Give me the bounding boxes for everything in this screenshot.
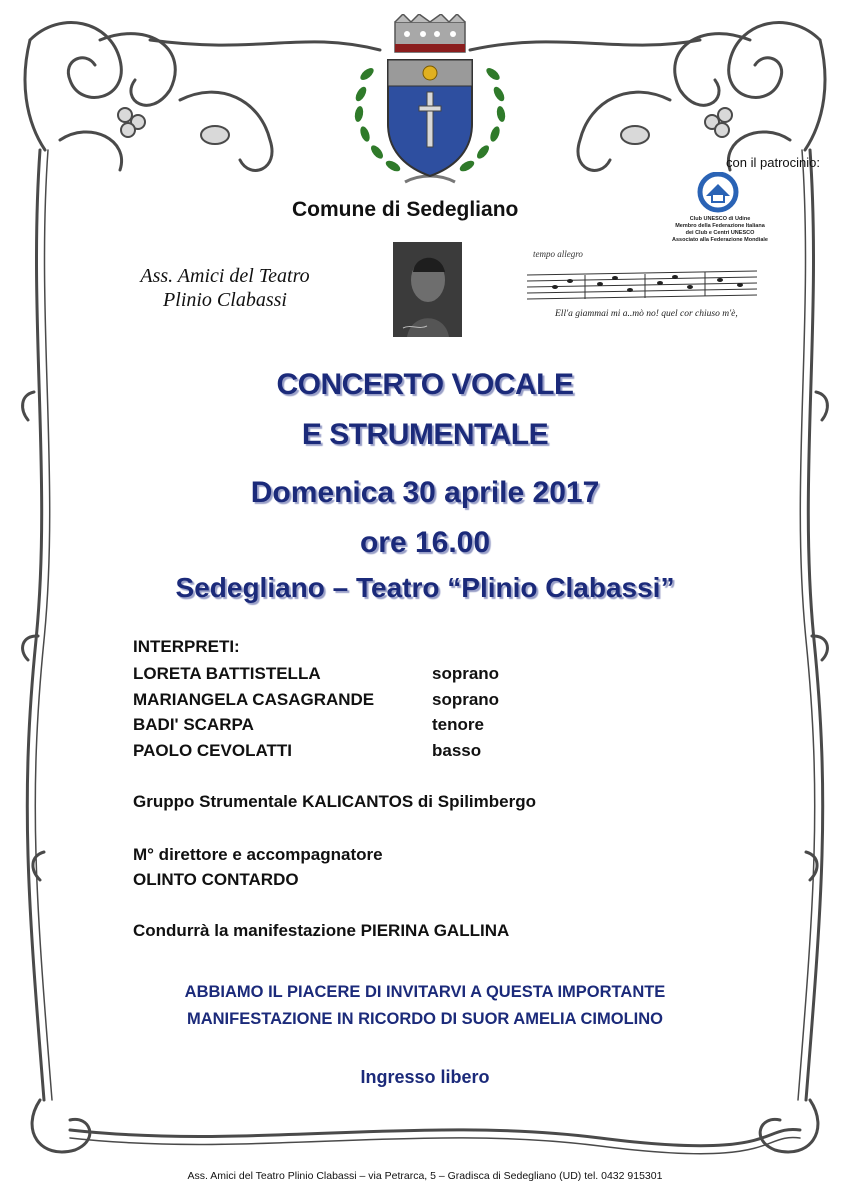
host-line: Condurrà la manifestazione PIERINA GALLINA (133, 921, 510, 940)
unesco-caption-line: Club UNESCO di Udine (689, 216, 751, 222)
free-entry-note: Ingresso libero (360, 1067, 490, 1087)
event-title-line-2: E STRUMENTALE (301, 418, 549, 451)
association-line-2: Plinio Clabassi (163, 289, 287, 311)
municipality-name: Comune di Sedegliano (292, 198, 519, 221)
event-time: ore 16.00 (359, 526, 491, 559)
unesco-caption (660, 216, 780, 244)
performers-heading: INTERPRETI: (133, 637, 240, 656)
performer-name: MARIANGELA CASAGRANDE (133, 690, 375, 709)
performer-name: BADI' SCARPA (133, 715, 254, 734)
unesco-caption-line: Associato alla Federazione Mondiale (672, 237, 768, 243)
portrait-image (393, 242, 462, 337)
performer-name: LORETA BATTISTELLA (133, 664, 321, 683)
performer-role: basso (432, 741, 482, 760)
director-title: M° direttore e accompagnatore (133, 845, 383, 864)
footer-contact: Ass. Amici del Teatro Plinio Clabassi – via Petrarca, 5 – Gradisca di Sedegliano (UD) tel. 0432 915301 (187, 1170, 663, 1182)
event-title-line-1: CONCERTO VOCALE (276, 368, 574, 401)
unesco-caption-line: dei Club e Centri UNESCO (685, 230, 755, 236)
association-line-1: Ass. Amici del Teatro (140, 265, 310, 287)
invitation-line-1: ABBIAMO IL PIACERE DI INVITARVI A QUESTA IMPORTANTE (184, 983, 666, 1001)
event-venue: Sedegliano – Teatro “Plinio Clabassi” (175, 572, 675, 603)
invitation-line-2: MANIFESTAZIONE IN RICORDO DI SUOR AMELIA CIMOLINO (186, 1010, 664, 1028)
unesco-caption-line: Membro della Federazione Italiana (675, 223, 765, 229)
coat-of-arms-emblem (345, 14, 515, 194)
instrumental-group: Gruppo Strumentale KALICANTOS di Spilimbergo (133, 792, 536, 811)
patronage-label: con il patrocinio: (726, 155, 820, 170)
director-name: OLINTO CONTARDO (133, 870, 299, 889)
performer-role: tenore (432, 715, 484, 734)
music-staff-drawing (525, 247, 760, 335)
performer-role: soprano (432, 664, 500, 683)
score-lyrics: Ell'a giammai mi a..mò no! quel cor chiuso m'è, (555, 309, 738, 319)
music-score-excerpt (525, 247, 760, 335)
performer-role: soprano (432, 690, 500, 709)
event-date: Domenica 30 aprile 2017 (250, 476, 600, 509)
association-name (95, 264, 355, 312)
unesco-logo-icon (688, 172, 748, 214)
performer-name: PAOLO CEVOLATTI (133, 741, 292, 760)
score-tempo-marking: tempo allegro (533, 249, 583, 259)
